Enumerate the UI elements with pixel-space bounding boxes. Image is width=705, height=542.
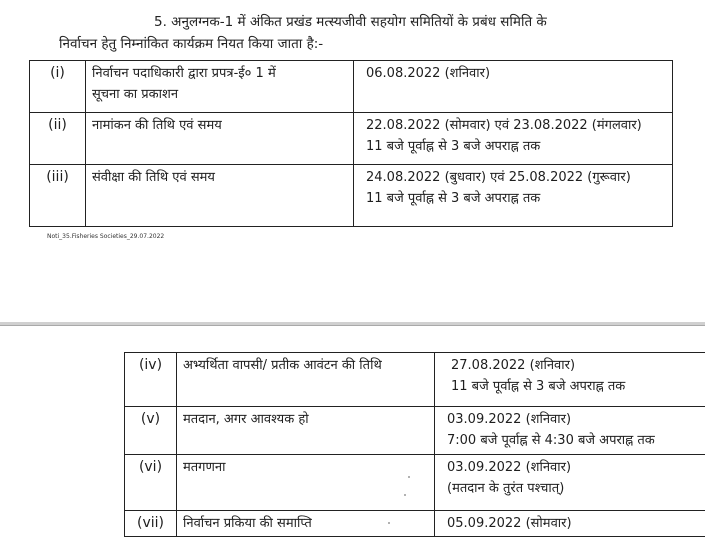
date-text: 24.08.2022 (बुधवार) एवं 25.08.2022 (गुरूवार) xyxy=(366,170,631,185)
scan-speck xyxy=(408,476,410,478)
event-text: अभ्यर्थिता वापसी/ प्रतीक आवंटन की तिथि xyxy=(183,358,382,373)
table-row xyxy=(125,407,705,455)
event-text: नामांकन की तिथि एवं समय xyxy=(92,118,222,133)
note-text: (मतदान के तुरंत पश्चात्) xyxy=(447,481,565,496)
date-cell xyxy=(354,165,673,227)
event-cell xyxy=(177,511,435,537)
row-number: (vi) xyxy=(125,455,177,511)
table-row xyxy=(30,61,673,113)
schedule-table-bottom xyxy=(124,352,705,537)
table-row xyxy=(125,455,705,511)
date-cell xyxy=(435,353,705,407)
document-page-bottom xyxy=(0,326,705,542)
event-text: संवीक्षा की तिथि एवं समय xyxy=(92,170,215,185)
scan-speck xyxy=(388,522,390,524)
date-cell xyxy=(354,113,673,165)
table-row xyxy=(30,113,673,165)
row-number: (iv) xyxy=(125,353,177,407)
row-number: (vii) xyxy=(125,511,177,537)
event-cell xyxy=(86,165,354,227)
date-text: 22.08.2022 (सोमवार) एवं 23.08.2022 (मंगलवार) xyxy=(366,118,642,133)
date-cell xyxy=(435,455,705,511)
event-cell xyxy=(86,113,354,165)
row-number: (i) xyxy=(30,61,86,113)
table-row xyxy=(125,353,705,407)
event-text: निर्वाचन प्रकिया की समाप्ति xyxy=(183,516,312,531)
row-number: (ii) xyxy=(30,113,86,165)
row-number: (iii) xyxy=(30,165,86,227)
time-text: 7:00 बजे पूर्वाह्न से 4:30 बजे अपराह्न तक xyxy=(447,433,655,448)
footnote: Noti_35.Fisheries Societies_29.07.2022 xyxy=(47,233,165,240)
date-cell xyxy=(354,61,673,113)
date-text: 06.08.2022 (शनिवार) xyxy=(366,66,491,81)
time-text: 11 बजे पूर्वाह्न से 3 बजे अपराह्न तक xyxy=(366,139,541,154)
date-cell xyxy=(435,511,705,537)
intro-line-2: निर्वाचन हेतु निम्नांकित कार्यक्रम नियत किया जाता है:- xyxy=(59,36,324,52)
time-text: 11 बजे पूर्वाह्न से 3 बजे अपराह्न तक xyxy=(366,191,541,206)
date-text: 05.09.2022 (सोमवार) xyxy=(447,516,572,531)
table-row xyxy=(125,511,705,537)
date-text: 03.09.2022 (शनिवार) xyxy=(447,460,572,475)
date-text: 03.09.2022 (शनिवार) xyxy=(447,412,572,427)
schedule-table-top xyxy=(29,60,673,227)
row-number: (v) xyxy=(125,407,177,455)
event-cell xyxy=(177,455,435,511)
event-text: मतगणना xyxy=(183,460,226,475)
event-cell xyxy=(86,61,354,113)
intro-line-1: 5. अनुलग्नक-1 में अंकित प्रखंड मत्स्यजीवी सहयोग समितियों के प्रबंध समिति के xyxy=(154,14,547,30)
event-cell xyxy=(177,407,435,455)
time-text: 11 बजे पूर्वाह्न से 3 बजे अपराह्न तक xyxy=(451,379,626,394)
table-row xyxy=(30,165,673,227)
event-text: सूचना का प्रकाशन xyxy=(92,87,179,102)
date-text: 27.08.2022 (शनिवार) xyxy=(451,358,576,373)
event-text: निर्वाचन पदाधिकारी द्वारा प्रपत्र-ई० 1 में xyxy=(92,66,276,81)
scan-speck xyxy=(404,494,406,496)
event-cell xyxy=(177,353,435,407)
date-cell xyxy=(435,407,705,455)
event-text: मतदान, अगर आवश्यक हो xyxy=(183,412,309,427)
